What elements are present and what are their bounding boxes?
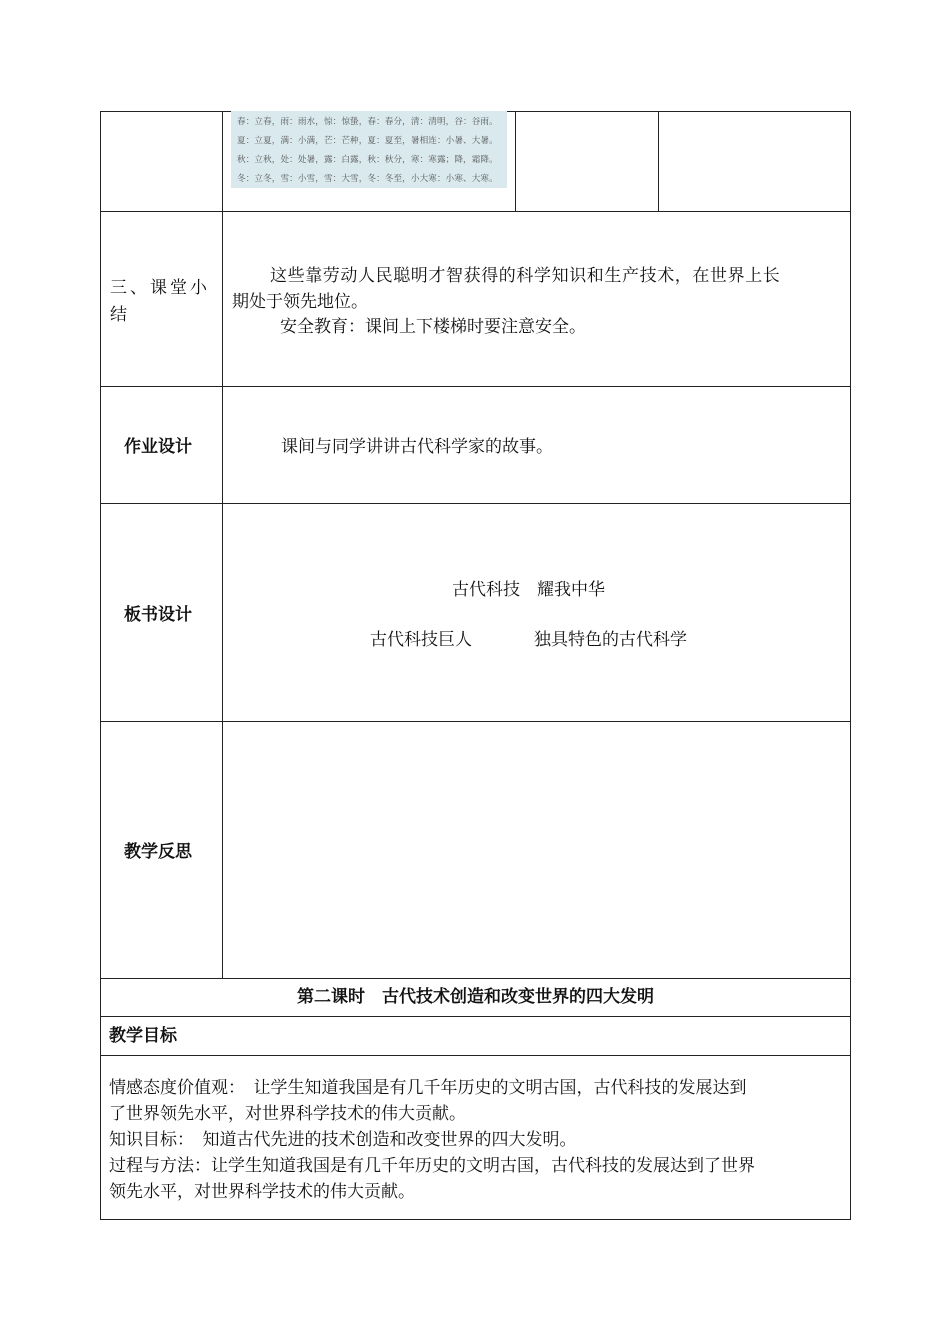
solar-terms-line: 夏：立夏，满：小满，芒：芒种，夏：夏至，暑相连：小暑、大暑。 bbox=[237, 136, 498, 146]
column-divider bbox=[515, 111, 516, 211]
reflection-label: 教学反思 bbox=[124, 842, 192, 862]
board-left-item: 古代科技巨人 bbox=[370, 630, 472, 650]
board-right-item: 独具特色的古代科学 bbox=[534, 630, 687, 650]
row-divider bbox=[100, 211, 851, 212]
solar-terms-line: 春：立春，雨：雨水，惊：惊蛰，春：春分，清：清明，谷：谷雨。 bbox=[237, 117, 498, 127]
goal-line: 领先水平，对世界科学技术的伟大贡献。 bbox=[109, 1182, 415, 1202]
board-label: 板书设计 bbox=[124, 605, 192, 625]
goal-line: 情感态度价值观： 让学生知道我国是有几千年历史的文明古国，古代科技的发展达到 bbox=[109, 1078, 747, 1098]
goal-line: 过程与方法：让学生知道我国是有几千年历史的文明古国，古代科技的发展达到了世界 bbox=[109, 1156, 755, 1176]
homework-label: 作业设计 bbox=[124, 437, 192, 457]
summary-label: 三、课堂小 bbox=[110, 278, 210, 298]
label-column-divider bbox=[222, 111, 223, 978]
summary-text: 这些靠劳动人民聪明才智获得的科学知识和生产技术，在世界上长 bbox=[270, 266, 781, 286]
row-divider bbox=[100, 1016, 851, 1017]
safety-text: 安全教育：课间上下楼梯时要注意安全。 bbox=[280, 317, 586, 337]
homework-text: 课间与同学讲讲古代科学家的故事。 bbox=[281, 437, 553, 457]
summary-label-cont: 结 bbox=[110, 305, 127, 325]
lesson2-title: 第二课时 古代技术创造和改变世界的四大发明 bbox=[297, 987, 654, 1007]
column-divider bbox=[658, 111, 659, 211]
goals-label: 教学目标 bbox=[109, 1026, 177, 1046]
solar-terms-line: 秋：立秋，处：处暑，露：白露，秋：秋分，寒：寒露；降，霜降。 bbox=[237, 155, 498, 165]
board-title: 古代科技 耀我中华 bbox=[452, 580, 605, 600]
row-divider bbox=[100, 1055, 851, 1056]
goal-line: 知识目标： 知道古代先进的技术创造和改变世界的四大发明。 bbox=[109, 1130, 577, 1150]
goal-line: 了世界领先水平，对世界科学技术的伟大贡献。 bbox=[109, 1104, 466, 1124]
row-divider bbox=[100, 386, 851, 387]
row-divider bbox=[100, 503, 851, 504]
row-divider bbox=[100, 721, 851, 722]
row-divider bbox=[100, 978, 851, 979]
solar-terms-line: 冬：立冬，雪：小雪，雪：大雪，冬：冬至，小大寒：小寒、大寒。 bbox=[237, 174, 498, 184]
solar-terms-image bbox=[231, 111, 507, 188]
summary-text: 期处于领先地位。 bbox=[232, 292, 368, 312]
